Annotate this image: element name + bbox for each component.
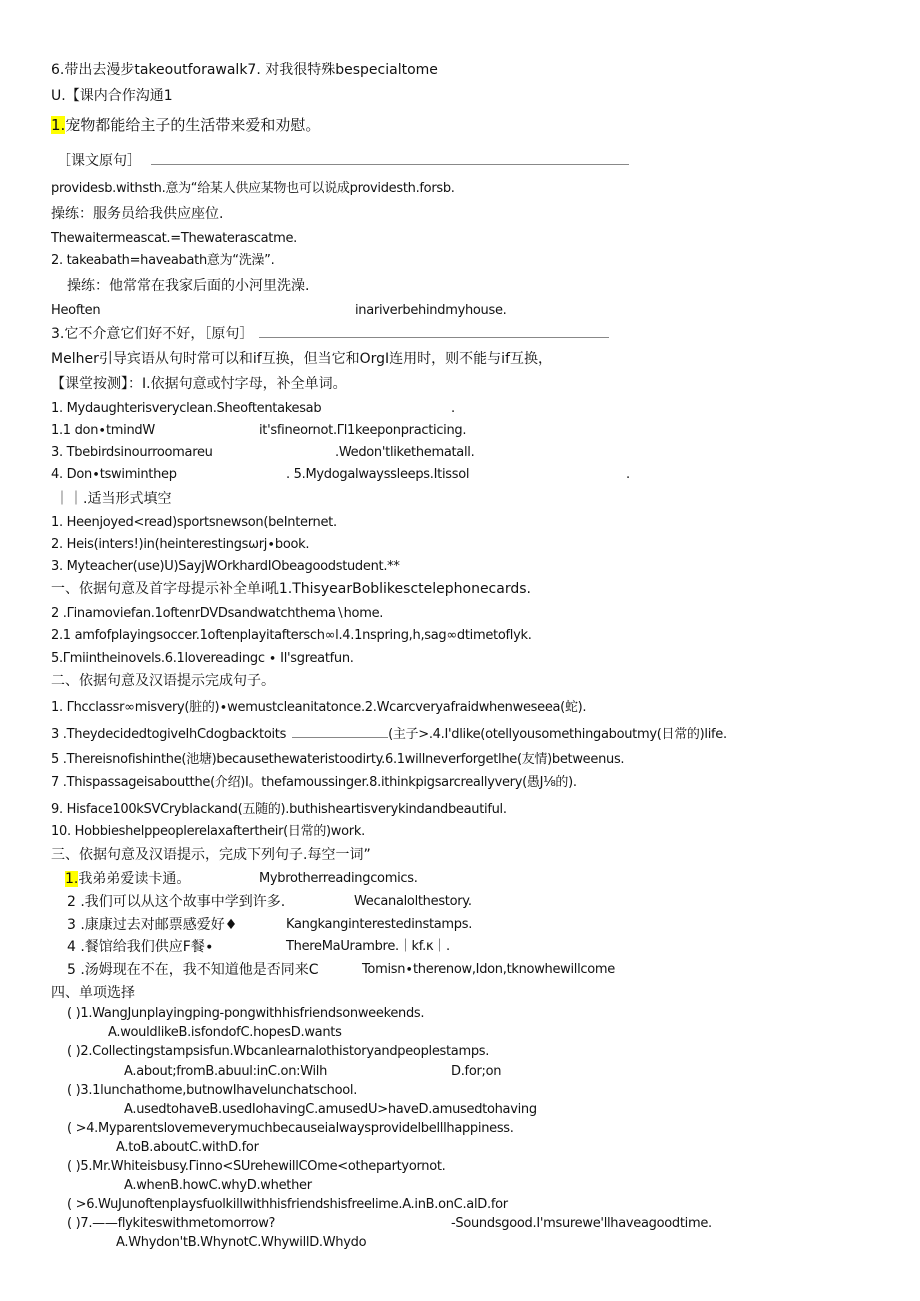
section-2-item-5-6: 5 .Thereisnofishinthe(池塘)becausethewateristoodirty.6.1willneverforgetlhe(友情)betweenus. <box>51 752 625 767</box>
section-2-item-1-2: 1. Γhcclassr∞misvery(脏的)∙wemustcleanitatonce.2.Wcarcveryafraidwhenweseea(蛇). <box>51 700 587 715</box>
test-1-line: 1. Mydaughterisveryclean.Sheoftentakesab <box>51 401 322 416</box>
section-3-item-2-en: Wecanalolthestory. <box>354 894 472 909</box>
section-3-item-1-cn: 我弟弟爱读卡通。 <box>78 871 191 887</box>
section-2-heading: 二、依据句意及汉语提示完成句子。 <box>51 673 275 689</box>
section-3-item-1-en: Mybrotherreadingcomics. <box>259 871 418 886</box>
section-3-item-1 <box>65 870 190 888</box>
section-2-item-3-4 <box>51 725 727 744</box>
mc-question-6: ( >6.WuJunoftenplaysfuolkillwithhisfriendshisfreelime.A.inB.onC.alD.for <box>67 1197 508 1212</box>
practice-1: 操练：服务员给我供应座位. <box>51 206 224 222</box>
section-3-item-4: 4 .餐馆给我们供应F餐∙ <box>67 939 214 955</box>
mc-options-1: A.wouldlikeB.isfondofC.hopesD.wants <box>108 1025 342 1040</box>
mc-options-2b: D.for;on <box>451 1064 502 1079</box>
section-2-item-4-text: (主子>.4.I'dlike(otellyousomethingaboutmy(日常的)life. <box>388 727 727 742</box>
item-3-text: 3.它不介意它们好不好，［原句］ <box>51 326 254 342</box>
section-3-item-3: 3 .康康过去对邮票感爱好♦ <box>67 917 238 933</box>
section-2-item-3-text: 3 .TheydecidedtogiveIhCdogbacktoits <box>51 727 287 742</box>
fill-form-3: 3. Myteacher(use)U)SayjWOrkhardIObeagoodstudent.** <box>51 559 400 574</box>
section-3-item-2: 2 .我们可以从这个故事中学到许多. <box>67 894 286 910</box>
mc-options-7: A.Whydon'tB.WhynotC.WhywillD.Whydo <box>116 1235 367 1250</box>
mc-question-7-reply: -Soundsgood.I'msurewe'llhaveagoodtime. <box>451 1216 712 1231</box>
mc-question-3: ( )3.1lunchathome,butnowIhavelunchatschool. <box>67 1083 358 1098</box>
fill-form-1: 1. Heenjoyed<read)sportsnewson(beInternet. <box>51 515 337 530</box>
original-sentence-label <box>57 152 629 170</box>
section-3-item-4-en: ThereMaUrambre.｜kf.κ｜. <box>286 939 450 954</box>
section-2-item-9: 9. Hisface100kSVCryblackand(五随的).buthisheartisverykindandbeautiful. <box>51 802 507 817</box>
test-1-end: . <box>451 401 455 416</box>
fill-form-2: 2. Heis(inters!)in(heinterestingsωrj∙book. <box>51 537 310 552</box>
section-3-item-5-en: Tomisn∙therenow,Idon,tknowhewillcome <box>362 962 615 977</box>
test-2-line: 1.1 don∙tmindW <box>51 423 155 438</box>
mc-question-1: ( )1.WangJunplayingping-pongwithhisfriendsonweekends. <box>67 1006 425 1021</box>
practice-2-answer-end: inariverbehindmyhouse. <box>355 303 507 318</box>
highlight-number: 1. <box>51 116 66 134</box>
mc-question-2: ( )2.Collectingstampsisfun.Wbcanlearnalothistoryandpeoplestamps. <box>67 1044 490 1059</box>
item-1-heading <box>51 116 320 134</box>
practice-2-answer-start: Heoften <box>51 303 101 318</box>
fill-form-heading: ｜｜.适当形式填空 <box>55 491 172 507</box>
test-5-end: . <box>626 467 630 482</box>
mc-question-4: ( >4.Myparentslovemeverymuchbecauseialwaysprovidelbelllhappiness. <box>67 1121 514 1136</box>
bath-note: 2. takeabath=haveabath意为“洗澡”. <box>51 253 275 268</box>
original-sentence-text: ［课文原句］ <box>57 153 141 169</box>
section-3-item-5: 5 .汤姆现在不在，我不知道他是否同来C <box>67 962 319 978</box>
answer-blank <box>259 325 609 338</box>
mc-question-5: ( )5.Mr.Whiteisbusy.Γinno<SUrehewillCOme<othepartyornot. <box>67 1159 446 1174</box>
whether-note: Melher引导宾语从句时常可以和if互换，但当它和OrgI连用时，则不能与if互换， <box>51 351 553 367</box>
section-2-item-10: 10. Hobbieshelppeoplerelaxaftertheir(日常的)work. <box>51 824 365 839</box>
section-4-heading: 四、单项选择 <box>51 985 135 1001</box>
practice-1-answer: Thewaitermeascat.=Thewaterascatme. <box>51 231 297 246</box>
answer-blank <box>292 725 388 738</box>
test-2-end: it'sfineornot.Γl1keeponpracticing. <box>259 423 467 438</box>
phrase-line-6-7: 6.带出去漫步takeoutforawalk7. 对我很特殊bespecialtome <box>51 62 438 78</box>
item-1-text: 宠物都能给主子的生活带来爱和劝慰。 <box>65 116 321 134</box>
provide-note: providesb.withsth.意为“给某人供应某物也可以说成providesth.forsb. <box>51 181 455 196</box>
item-3-heading <box>51 325 609 343</box>
mc-options-5: A.whenB.howC.whyD.whether <box>124 1178 312 1193</box>
section-heading-cooperation: U.【课内合作沟通1 <box>51 88 173 104</box>
practice-2: 操练：他常常在我家后面的小河里洗澡. <box>67 278 310 294</box>
test-5-line: . 5.Mydogalwayssleeps.Itissol <box>286 467 470 482</box>
mc-options-3: A.usedtohaveB.usedIohavingC.amusedU>haveD.amusedtohaving <box>124 1102 537 1117</box>
answer-blank <box>151 152 629 165</box>
test-4-line: 4. Don∙tswiminthep <box>51 467 177 482</box>
class-test-heading: 【课堂按测】：I.依据句意或忖字母，补全单词。 <box>51 376 347 392</box>
test-3-line: 3. Tbebirdsinourroomareu <box>51 445 213 460</box>
section-1-heading: 一、依据句意及首字母提示补全单i吼1.ThisyearBoblikesctelephonecards. <box>51 581 531 597</box>
section-1-item-5-6: 5.Γmiintheinovels.6.1lovereadingc ∙ Il'sgreatfun. <box>51 651 354 666</box>
section-3-item-3-en: Kangkanginterestedinstamps. <box>286 917 473 932</box>
mc-question-7: ( )7.——flykiteswithmetomorrow? <box>67 1216 276 1231</box>
section-1-item-3-4: 2.1 amfofplayingsoccer.1oftenplayitaftersch∞l.4.1nspring,h,sag∞dtimetoflyk. <box>51 628 532 643</box>
mc-options-2a: A.about;fromB.abuul:inC.on:Wilh <box>124 1064 328 1079</box>
section-1-item-2: 2 .Γinamoviefan.1oftenrDVDsandwatchthema∖home. <box>51 606 384 621</box>
highlight-number: 1. <box>65 871 79 887</box>
mc-options-4: A.toB.aboutC.withD.for <box>116 1140 259 1155</box>
section-2-item-7-8: 7 .Thispassageisaboutthe(介绍)I。thefamoussinger.8.ithinkpigsarcreallyvery(愚J⅛的). <box>51 775 577 790</box>
section-3-heading: 三、依据句意及汉语提示，完成下列句子.每空一词” <box>51 847 371 863</box>
test-3-end: .Wedon'tlikethematall. <box>335 445 475 460</box>
